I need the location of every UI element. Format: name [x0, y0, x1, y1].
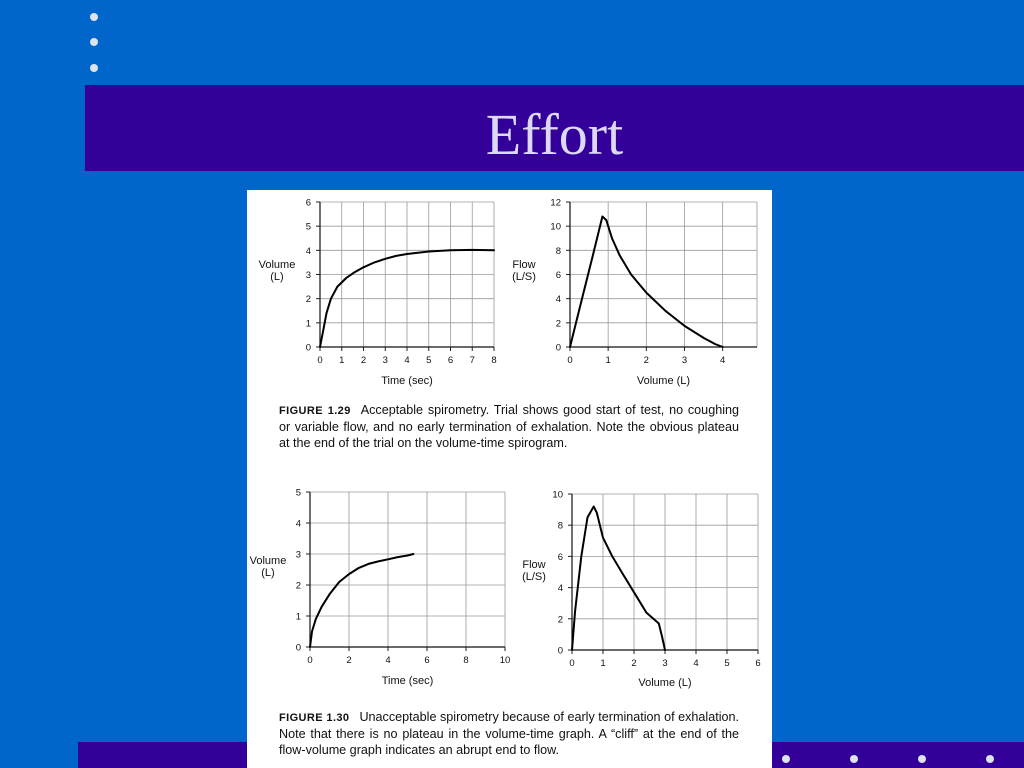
slide-title: Effort [485, 102, 624, 167]
chart-2-xtick-label: 2 [346, 655, 352, 666]
chart-3-xtick-label: 2 [631, 658, 637, 669]
bullet-dot-top-3 [90, 64, 98, 72]
chart-2-ytick-label: 2 [295, 580, 301, 592]
chart-1-xtick-label: 3 [681, 355, 688, 366]
chart-1-xtick-label: 0 [567, 355, 573, 366]
chart-1-xtick-label: 2 [643, 355, 649, 366]
chart-1-ytick-label: 6 [555, 270, 561, 281]
chart-2-ylabel-line: Volume [249, 555, 287, 567]
chart-2-ytick-label: 1 [295, 611, 301, 623]
figure-129-label: FIGURE 1.29 [279, 405, 351, 417]
chart-0-xtick-label: 8 [491, 355, 497, 366]
chart-0-xtick-label: 1 [339, 355, 345, 366]
chart-0-ytick-label: 0 [305, 342, 311, 354]
chart-3-ytick-label: 8 [557, 520, 563, 532]
chart-1-ylabel-line: (L/S) [512, 271, 536, 283]
chart-2-ylabel-line: (L) [261, 567, 275, 579]
chart-2-ytick-label: 3 [295, 549, 301, 561]
chart-0-xtick-label: 7 [469, 355, 475, 366]
chart-3-ylabel-line: (L/S) [522, 571, 546, 583]
chart-2-xtick-label: 0 [307, 655, 313, 666]
chart-1-ytick-label: 2 [555, 318, 561, 330]
chart-0-xtick-label: 5 [426, 355, 432, 366]
chart-3-ytick-label: 2 [557, 614, 563, 626]
chart-3-ylabel-line: Flow [522, 559, 546, 571]
bullet-dot-bottom-1 [782, 755, 790, 763]
chart-3-xtick-label: 6 [755, 658, 761, 669]
chart-0-ytick-label: 4 [305, 245, 311, 257]
chart-2-xtick-label: 6 [424, 655, 430, 666]
title-band [85, 85, 1024, 171]
chart-2-xtick-label: 10 [499, 655, 511, 666]
chart-3-ytick-label: 10 [552, 489, 563, 501]
chart-2-xtick-label: 8 [463, 655, 469, 666]
chart-0-xtick-label: 4 [404, 355, 410, 366]
chart-1-ytick-label: 12 [550, 197, 561, 209]
bullet-dot-bottom-2 [850, 755, 858, 763]
chart-1-ylabel-line: Flow [512, 259, 536, 271]
chart-2-xtick-label: 4 [385, 655, 391, 666]
chart-0-xtick-label: 3 [382, 355, 388, 366]
figure-129-text: Acceptable spirometry. Trial shows good start of test, no coughing or variable flow, and no early termination of exhalation. Note the obvious plateau at the end of the trial on the volume-time spirogram. [279, 403, 740, 450]
chart-0-xtick-label: 6 [447, 355, 454, 366]
chart-0-xtick-label: 2 [360, 355, 367, 366]
chart-0-ylabel-line: Volume [258, 259, 296, 271]
charts-canvas [247, 190, 772, 768]
chart-0-ytick-label: 3 [305, 270, 311, 281]
chart-0-xlabel: Time (sec) [381, 375, 433, 387]
chart-0-xtick-label: 0 [317, 355, 323, 366]
chart-3-ytick-label: 0 [557, 645, 563, 657]
chart-1-xlabel: Volume (L) [636, 375, 691, 387]
chart-0-ytick-label: 2 [305, 294, 311, 306]
chart-2-ytick-label: 5 [295, 487, 301, 499]
chart-0-ylabel-line: (L) [270, 271, 284, 283]
figure-130-caption [279, 709, 739, 758]
bullet-dot-bottom-4 [986, 755, 994, 763]
figure-129-caption [279, 402, 739, 451]
bullet-dot-top-1 [90, 13, 98, 21]
figure-130-text: Unacceptable spirometry because of early termination of exhalation. Note that there is no plateau in the volume-time graph. A “cliff” at the end of the flow-volume graph indicates an abrupt end to flow. [279, 710, 740, 757]
chart-3-xtick-label: 5 [724, 658, 730, 669]
chart-2-xlabel: Time (sec) [381, 675, 434, 687]
chart-3-xtick-label: 1 [600, 658, 606, 669]
chart-1-ytick-label: 10 [550, 221, 561, 233]
chart-1-ytick-label: 0 [555, 342, 561, 354]
chart-0-ytick-label: 1 [305, 318, 311, 330]
chart-1-ytick-label: 4 [555, 294, 561, 306]
chart-3-xtick-label: 3 [662, 658, 668, 669]
bullet-dot-bottom-3 [918, 755, 926, 763]
chart-0-ytick-label: 6 [305, 197, 311, 209]
chart-3-xtick-label: 0 [569, 658, 575, 669]
chart-0-ytick-label: 5 [305, 221, 311, 233]
chart-3-series-line [572, 507, 665, 651]
chart-3-xlabel: Volume (L) [638, 677, 692, 689]
chart-1-xtick-label: 4 [720, 355, 726, 366]
chart-1-ytick-label: 8 [555, 245, 561, 257]
chart-1-xtick-label: 1 [605, 355, 611, 366]
chart-2-series-line [310, 554, 413, 647]
chart-3-ytick-label: 4 [557, 583, 563, 595]
chart-2-ytick-label: 4 [295, 518, 301, 530]
figure-panel [247, 190, 772, 768]
chart-3-xtick-label: 4 [693, 658, 699, 669]
chart-2-ytick-label: 0 [295, 642, 301, 654]
figure-130-label: FIGURE 1.30 [279, 712, 350, 724]
chart-3-ytick-label: 6 [557, 551, 563, 563]
bullet-dot-top-2 [90, 38, 98, 46]
